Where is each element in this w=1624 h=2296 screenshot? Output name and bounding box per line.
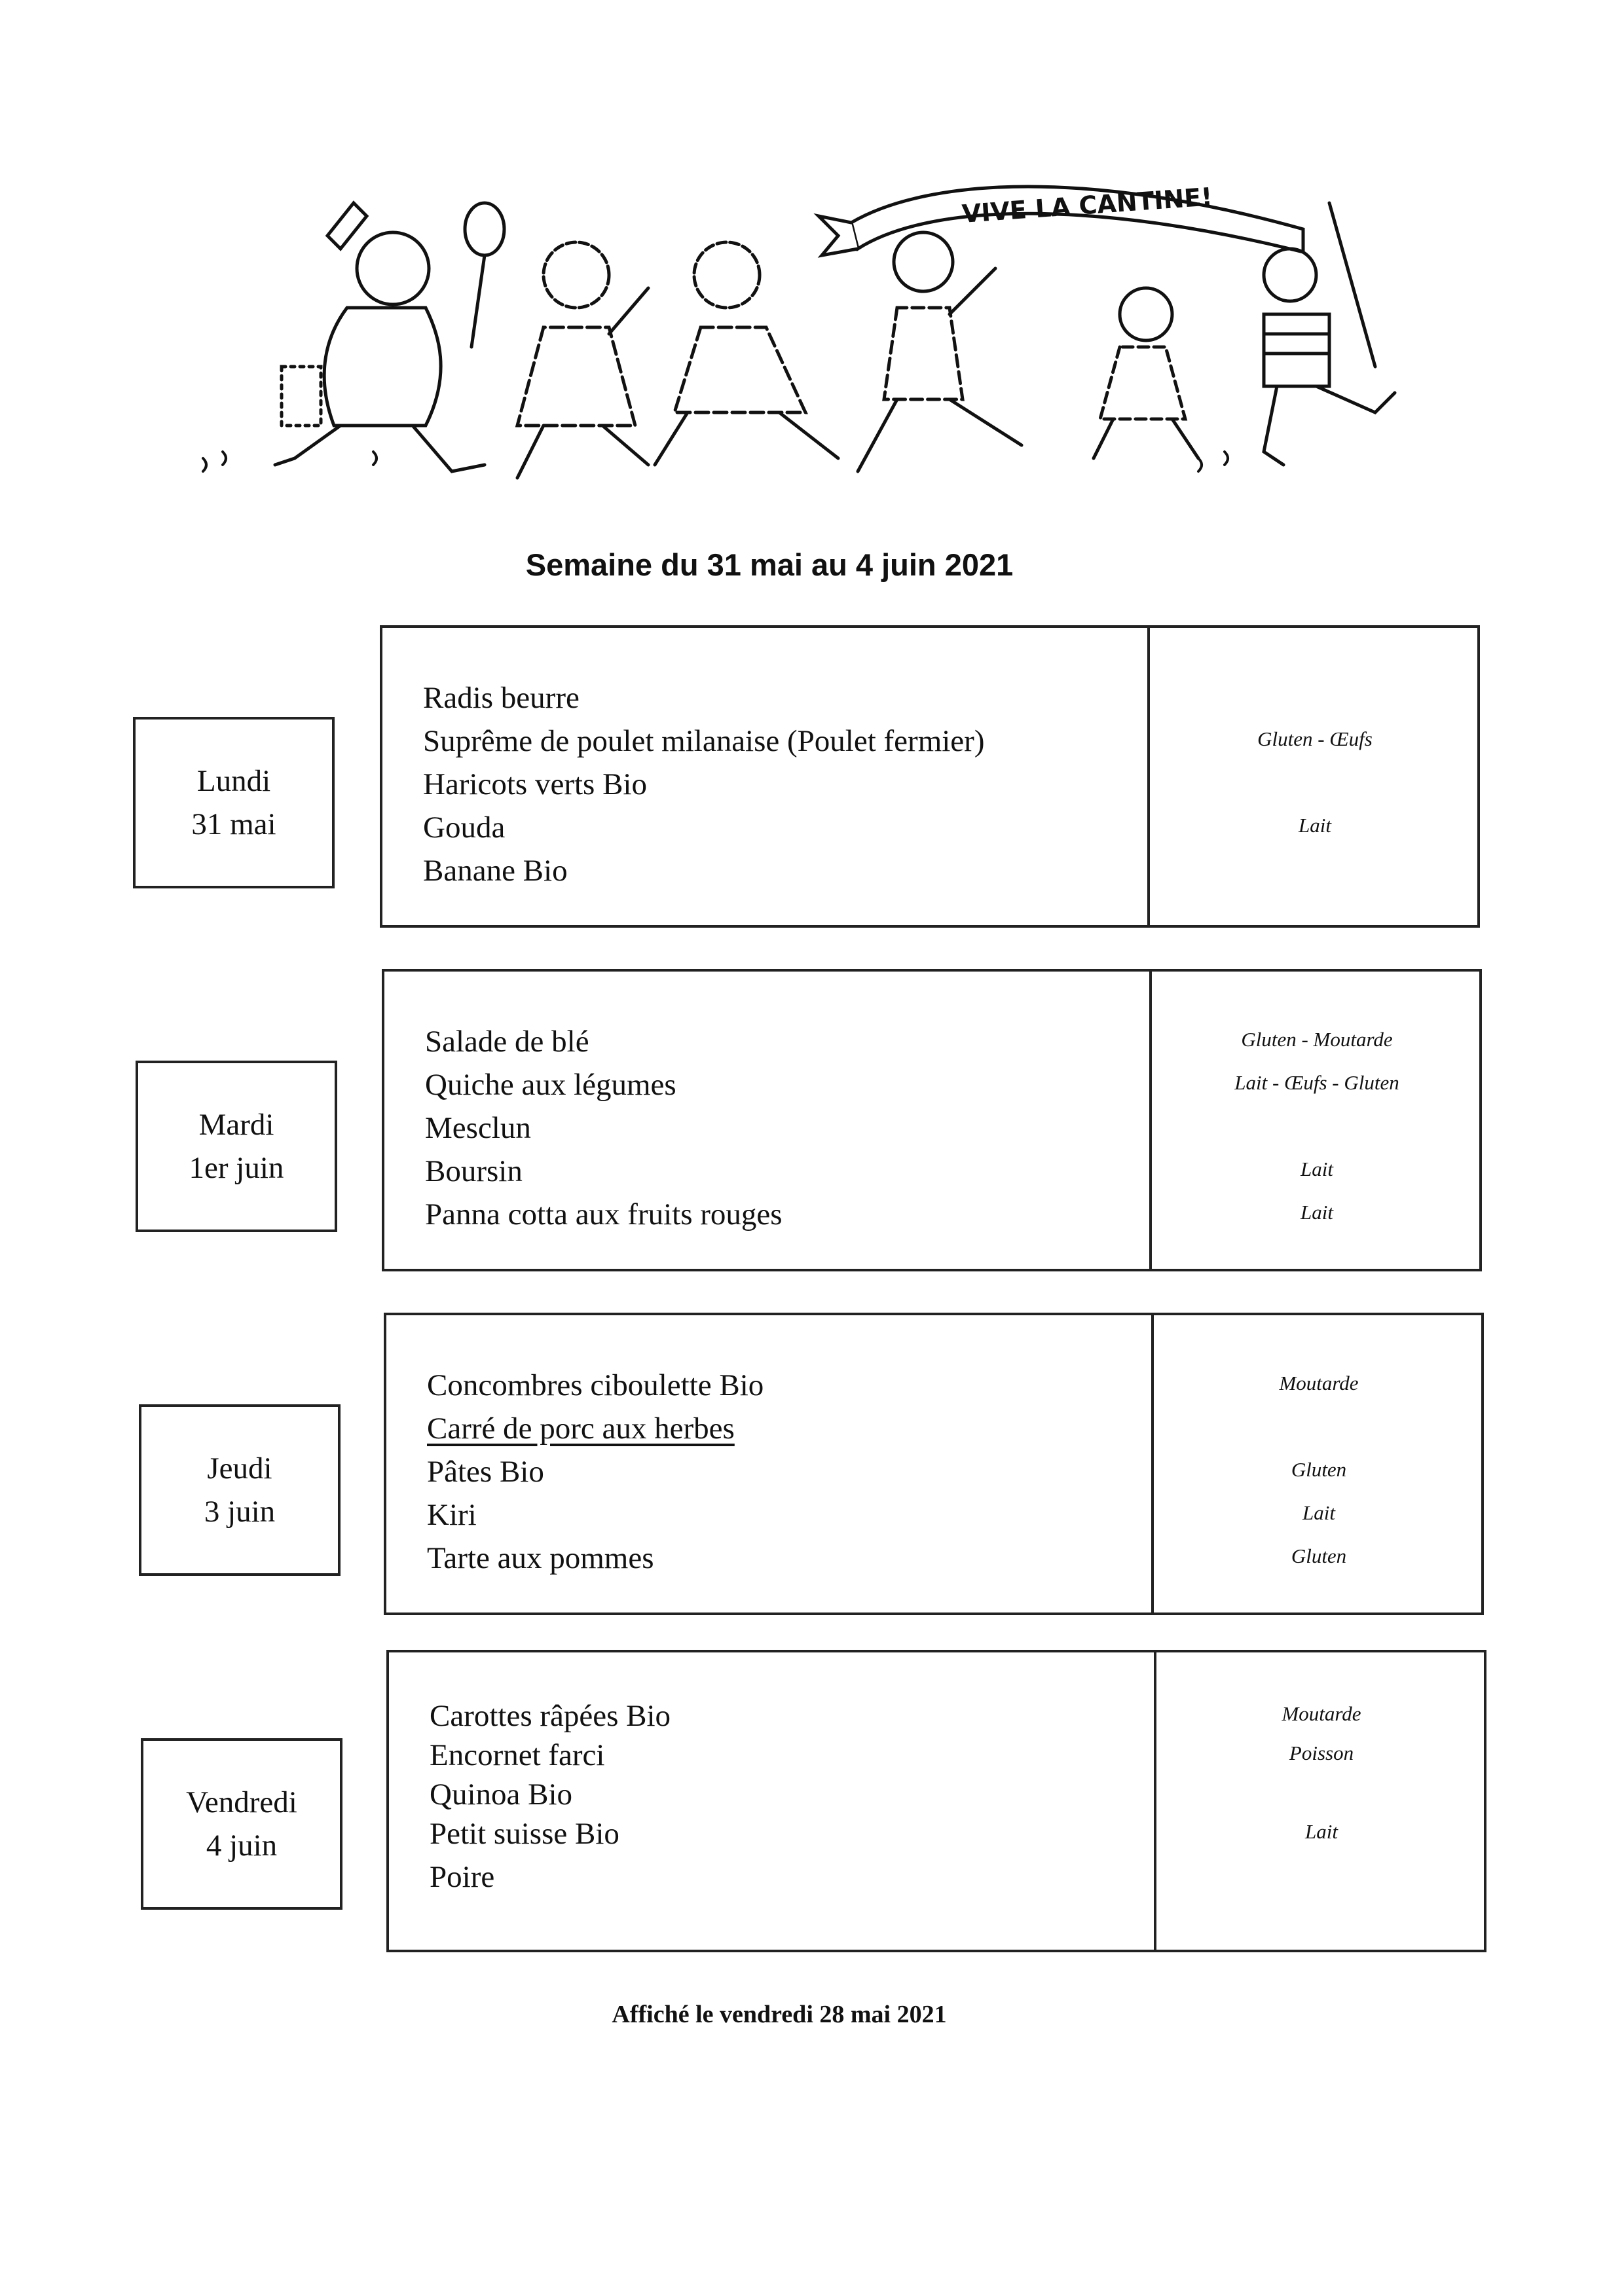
dish-item: Radis beurre xyxy=(423,681,580,715)
day-date: 4 juin xyxy=(206,1829,278,1863)
allergen-note: Moutarde xyxy=(1279,1372,1359,1394)
allergen-note: Gluten - Moutarde xyxy=(1241,1028,1393,1051)
girl-figure-icon xyxy=(655,242,838,465)
column-divider xyxy=(1154,1652,1156,1950)
dish-item: Petit suisse Bio xyxy=(430,1817,619,1851)
dish-item: Banane Bio xyxy=(423,854,568,888)
dish-item: Encornet farci xyxy=(430,1738,605,1772)
day-date: 31 mai xyxy=(191,807,276,841)
allergen-note: Gluten xyxy=(1291,1544,1347,1567)
day-label-box xyxy=(139,1404,341,1576)
menu-table xyxy=(386,1650,1486,1952)
dish-item: Mesclun xyxy=(425,1111,531,1145)
day-name: Jeudi xyxy=(207,1451,272,1485)
allergen-note: Gluten xyxy=(1291,1458,1347,1481)
day-date: 3 juin xyxy=(204,1495,276,1529)
girl-figure-icon xyxy=(858,232,1022,471)
dish-item: Gouda xyxy=(423,811,506,845)
menu-table xyxy=(382,969,1482,1271)
cantine-illustration xyxy=(177,177,1421,504)
allergen-note: Lait xyxy=(1301,1157,1333,1180)
dish-item: Carottes râpées Bio xyxy=(430,1699,671,1733)
day-label-box xyxy=(141,1738,342,1910)
day-date: 1er juin xyxy=(189,1151,284,1185)
allergen-note: Lait xyxy=(1301,1201,1333,1224)
dust-marks-icon xyxy=(203,452,1228,471)
dish-item: Boursin xyxy=(425,1154,523,1188)
banner-text: VIVE LA CANTINE! xyxy=(961,182,1213,228)
day-name: Mardi xyxy=(198,1108,274,1142)
allergen-note: Lait xyxy=(1299,814,1331,837)
cook-figure-icon xyxy=(275,203,504,471)
allergen-note: Lait xyxy=(1305,1820,1338,1843)
menu-table xyxy=(380,625,1480,928)
posted-date: Affiché le vendredi 28 mai 2021 xyxy=(612,2001,947,2028)
dish-item: Panna cotta aux fruits rouges xyxy=(425,1197,783,1231)
week-title: Semaine du 31 mai au 4 juin 2021 xyxy=(525,547,1014,582)
column-divider xyxy=(1147,628,1150,925)
allergen-note: Lait xyxy=(1302,1501,1335,1524)
banner-icon xyxy=(819,182,1375,367)
dish-item: Concombres ciboulette Bio xyxy=(427,1368,764,1402)
dish-item: Poire xyxy=(430,1860,495,1894)
boy-figure-icon xyxy=(1264,249,1395,465)
menu-table xyxy=(384,1313,1484,1615)
allergen-note: Gluten - Œufs xyxy=(1257,727,1373,750)
day-label-box xyxy=(136,1061,337,1232)
dish-item: Quinoa Bio xyxy=(430,1777,573,1812)
day-label-box xyxy=(133,717,335,888)
dish-item: Carré de porc aux herbes xyxy=(427,1412,735,1446)
dish-item: Tarte aux pommes xyxy=(427,1541,654,1575)
dish-item: Kiri xyxy=(427,1498,477,1532)
day-name: Lundi xyxy=(196,764,271,798)
allergen-note: Lait - Œufs - Gluten xyxy=(1234,1071,1399,1094)
dish-item: Salade de blé xyxy=(425,1025,589,1059)
dish-item: Suprême de poulet milanaise (Poulet fermier) xyxy=(423,724,985,758)
child-figure-icon xyxy=(1094,288,1198,458)
girl-figure-icon xyxy=(517,242,648,478)
allergen-note: Poisson xyxy=(1289,1741,1354,1764)
allergen-note: Moutarde xyxy=(1282,1702,1361,1725)
dish-item: Quiche aux légumes xyxy=(425,1068,676,1102)
dish-item: Pâtes Bio xyxy=(427,1455,544,1489)
day-name: Vendredi xyxy=(186,1785,297,1819)
dish-item: Haricots verts Bio xyxy=(423,767,647,801)
